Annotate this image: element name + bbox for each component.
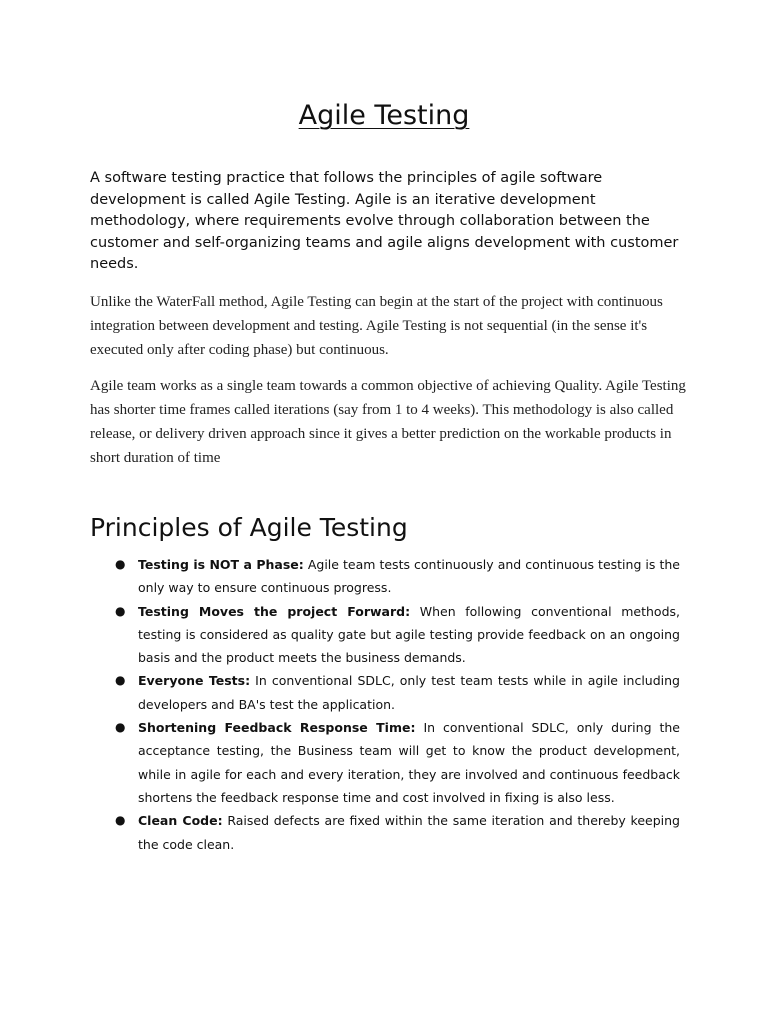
principle-term: Testing is NOT a Phase: bbox=[138, 557, 304, 572]
waterfall-paragraph: Unlike the WaterFall method, Agile Testing can begin at the start of the project with continuous integration between development and testing. Agile Testing is not sequential (in the sense it's executed only after coding phase) but continuous. bbox=[90, 294, 663, 358]
principle-text: Agile team tests continuously and continuous testing is the only way to ensure continuous progress. bbox=[138, 557, 680, 596]
bullet-icon: ● bbox=[115, 813, 126, 828]
list-item bbox=[90, 553, 680, 600]
document-title-text: Agile Testing bbox=[298, 100, 470, 131]
bullet-icon: ● bbox=[115, 603, 126, 618]
list-item bbox=[90, 669, 680, 716]
intro-paragraph: A software testing practice that follows the principles of agile software development is called Agile Testing. Agile is an iterative development methodology, where requirements evolve through collaboration between the customer and self-organizing teams and agile aligns development with customer needs. bbox=[90, 170, 679, 272]
principles-heading: Principles of Agile Testing bbox=[90, 513, 408, 542]
principle-text: Raised defects are fixed within the same iteration and thereby keeping the code clean. bbox=[138, 813, 680, 852]
principle-term: Everyone Tests: bbox=[138, 673, 251, 689]
list-item bbox=[90, 716, 680, 809]
bullet-icon: ● bbox=[115, 557, 126, 571]
bullet-icon: ● bbox=[115, 720, 126, 735]
principle-text: In conventional SDLC, only test team tests while in agile including developers and BA's test the application. bbox=[138, 673, 680, 712]
document-title bbox=[0, 98, 768, 134]
list-item bbox=[90, 600, 680, 670]
principle-term: Testing Moves the project Forward: bbox=[138, 603, 411, 619]
principle-text: When following conventional methods, testing is considered as quality gate but agile testing provide feedback on an ongoing basis and the product meets the business demands. bbox=[138, 603, 680, 666]
bullet-icon: ● bbox=[115, 673, 126, 688]
principle-term: Clean Code: bbox=[138, 813, 223, 829]
list-item bbox=[90, 809, 680, 856]
agile-team-paragraph: Agile team works as a single team towards a common objective of achieving Quality. Agile Testing has shorter time frames called iterations (say from 1 to 4 weeks). This methodology is also called release, or delivery driven approach since it gives a better prediction on the workable products in short duration of time bbox=[90, 378, 686, 466]
principles-list bbox=[90, 553, 680, 856]
principle-text: In conventional SDLC, only during the acceptance testing, the Business team will get to know the product development, while in agile for each and every iteration, they are involved and continuous feedback shortens the feedback response time and cost involved in fixing is also less. bbox=[138, 720, 680, 805]
principle-term: Shortening Feedback Response Time: bbox=[138, 720, 416, 736]
